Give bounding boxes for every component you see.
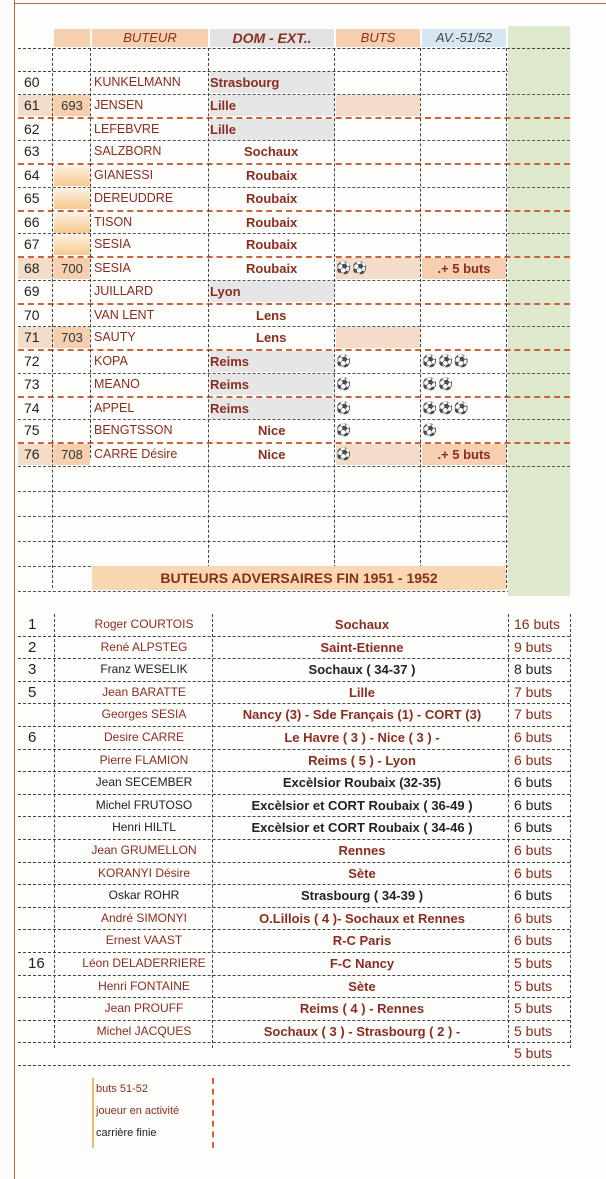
scorer-goals: 6 buts [514,909,553,926]
scorer-row [18,772,570,795]
row-goals-icons [336,72,420,93]
row-alt-number [54,305,90,326]
row-number: 63 [24,143,40,160]
table-row [18,420,570,444]
row-player-name: KUNKELMANN [94,75,181,89]
row-alt-number [54,351,90,372]
row-goals-icons [336,281,420,302]
col-divider [54,614,55,1048]
table-row [18,281,570,305]
row-number: 69 [24,282,40,299]
row-number: 71 [18,327,58,348]
scorer-row [18,614,570,637]
empty-row [18,492,570,517]
scorer-rank: 5 [28,683,37,701]
spacer-row [18,49,570,72]
row-town: Nice [258,423,286,439]
row-alt-number [54,420,90,441]
row-av-goals: .+ 5 buts [422,444,506,465]
scorer-club: Nancy (3) - Sde Français (1) - CORT (3) [242,707,482,723]
row-goals-icons: ⚽ [336,423,352,438]
row-goals-icons [336,305,420,326]
col-divider [420,48,421,588]
row-player-name: VAN LENT [94,307,155,322]
legend-retired: carrière finie [96,1127,157,1139]
scorer-row [18,840,570,863]
page-frame-top [14,3,606,4]
row-number: 60 [24,74,40,90]
scorer-row [18,1021,570,1044]
table-header [18,26,570,49]
scorer-club: Excèlsior Roubaix (32-35) [282,775,442,791]
table-row [18,95,570,119]
col-divider [334,48,335,588]
row-number: 62 [24,120,40,137]
col-divider [570,614,571,1048]
row-town: Strasbourg [210,72,334,93]
scorer-name: Henri HILTL [112,820,176,835]
scorer-goals: 6 buts [514,932,553,949]
row-alt-number [54,119,90,140]
scorer-club: O.Lillois ( 4 )- Sochaux et Rennes [259,910,465,926]
row-av-goals [422,95,506,116]
scorer-goals: 6 buts [514,864,553,881]
scorer-goals: 5 buts [514,1000,553,1017]
row-alt-number: 693 [54,95,90,116]
scorer-name: Jean GRUMELLON [91,842,197,857]
row-number: 64 [24,167,40,183]
scorer-club: Lille [348,684,375,700]
scorer-name: Henri FONTAINE [98,978,190,993]
scorer-name: Jean BARATTE [102,684,186,699]
table-row [18,188,570,212]
scorer-club: R-C Paris [332,933,392,949]
row-goals-icons [336,234,420,255]
row-goals-icons [336,165,420,186]
row-number: 72 [24,353,40,369]
scorer-name: André SIMONYI [100,910,188,925]
row-number: 76 [18,444,58,465]
table-row [18,327,570,351]
scorer-name: Michel FRUTOSO [95,797,193,812]
row-goals-icons [336,95,420,116]
scorer-row [18,863,570,886]
scorer-goals: 6 buts [514,728,553,745]
scorer-row [18,795,570,818]
row-number: 74 [24,399,40,416]
row-town: Roubaix [246,237,298,253]
row-av-goals [422,234,506,255]
row-goals-icons: ⚽ [336,354,352,368]
col-divider [52,48,53,588]
scorer-row [18,817,570,840]
table-row [18,165,570,188]
row-town: Roubaix [246,190,298,206]
row-alt-number: 700 [54,258,90,279]
row-alt-number [54,72,90,93]
row-town: Lens [256,330,287,346]
scorer-goals: 5 buts [514,1022,553,1039]
row-player-name: CARRE Désire [94,447,178,461]
row-player-name: DEREUDDRE [94,190,174,205]
table-row [18,374,570,398]
table-row [18,398,570,421]
col-divider [508,614,509,1048]
scorer-row [18,885,570,908]
legend [96,1078,179,1144]
legend-bar [92,1078,94,1148]
table-row [18,305,570,328]
scorer-name: Michel JACQUES [96,1023,192,1038]
row-alt-number [54,281,90,302]
scorer-rank: 2 [28,638,37,656]
scorer-rows [18,614,570,1066]
band-title: BUTEURS ADVERSAIRES FIN 1951 - 1952 [92,566,506,590]
table-row [18,119,570,142]
empty-row [18,542,570,567]
page-frame-left [14,0,15,1179]
upper-table [18,26,570,592]
row-player-name: BENGTSSON [94,423,173,438]
row-town: Sochaux [244,144,299,160]
row-goals-icons [336,212,420,233]
row-av-goals: ⚽⚽ [422,376,454,391]
scorer-name: Jean SECEMBER [95,775,193,790]
row-av-goals [422,165,506,186]
col-divider [506,48,507,588]
row-goals-icons: ⚽ [336,444,420,465]
scorer-club: Sète [348,865,376,881]
scorer-row [18,998,570,1021]
row-player-name: APPEL [94,400,135,415]
scorer-name: Jean PROUFF [104,1001,184,1016]
row-number: 67 [24,236,40,253]
scorer-rank: 3 [28,661,37,679]
row-player-name: MEANO [94,376,140,391]
row-alt-number [54,374,90,395]
scorer-goals: 6 buts [514,887,553,904]
header-buts: BUTS [336,29,420,47]
scorer-name: Roger COURTOIS [94,617,194,631]
legend-buts: buts 51-52 [96,1083,148,1095]
table-row [18,444,570,467]
row-number: 66 [24,213,40,230]
scorer-goals: 6 buts [514,841,553,858]
row-av-goals [422,119,506,140]
row-town: Lens [256,307,287,323]
row-player-name: GIANESSI [94,168,154,182]
scorer-name: KORANYI Désire [97,865,191,880]
row-player-name: LEFEBVRE [94,121,160,136]
row-goals-icons: ⚽⚽ [336,258,420,279]
row-player-name: JUILLARD [94,283,154,298]
scorer-name: Franz WESELIK [100,662,188,677]
row-town: Reims [210,351,334,372]
row-player-name: TISON [94,214,133,229]
scorer-goals: 6 buts [514,819,553,836]
table-row [18,351,570,374]
scorer-club: Strasbourg ( 34-39 ) [300,888,424,904]
row-av-goals: .+ 5 buts [422,258,506,279]
table-row [18,212,570,235]
scorer-club: Excèlsior et CORT Roubaix ( 36-49 ) [251,797,473,813]
scorer-club: Le Havre ( 3 ) - Nice ( 3 ) - [284,729,440,745]
scorer-row [18,704,570,727]
row-town: Nice [258,447,286,462]
row-av-goals [422,188,506,209]
row-town: Roubaix [246,214,298,230]
row-number: 61 [18,95,58,116]
header-dom-ext: DOM - EXT.. [210,29,334,47]
row-av-goals [422,281,506,302]
header-av: AV.-51/52 [422,29,506,47]
scorer-name: Georges SESIA [101,707,187,722]
table-row [18,141,570,165]
scorer-row [18,930,570,953]
scorer-row [18,637,570,660]
player-rows [18,72,570,467]
scorer-club: Sochaux ( 34-37 ) [308,662,416,678]
row-number: 65 [24,189,40,206]
row-town: Reims [210,374,334,395]
row-town: Lille [210,95,334,116]
header-alt-cell [54,29,90,47]
scorer-rank: 6 [28,728,37,746]
scorer-goals: 16 buts [514,616,560,632]
scorer-club: Sochaux ( 3 ) - Strasbourg ( 2 ) - [263,1023,461,1039]
col-divider [90,48,91,458]
scorer-name: Pierre FLAMION [99,752,189,767]
row-av-goals [422,141,506,162]
scorer-goals: 5 buts [514,977,553,994]
row-number: 75 [24,422,40,439]
scorer-rank: 16 [28,954,45,972]
scorer-name: Léon DELADERRIERE [82,955,206,970]
row-av-goals: ⚽ [422,423,438,438]
legend-divider [212,1078,214,1148]
scorer-club: Reims ( 4 ) - Rennes [299,1001,425,1017]
row-player-name: SAUTY [94,330,136,345]
row-town: Lille [210,119,334,140]
row-goals-icons [336,141,420,162]
scorer-row [18,682,570,705]
row-player-name: KOPA [94,354,128,368]
scorer-row [18,727,570,750]
scorer-club: Rennes [338,842,386,858]
scorer-goals: 6 buts [514,796,553,813]
row-av-goals [422,305,506,326]
row-player-name: SESIA [94,237,131,252]
table-row [18,258,570,281]
row-av-goals: ⚽⚽⚽ [422,354,470,368]
row-goals-icons: ⚽ [336,376,352,391]
row-player-name: JENSEN [94,97,144,112]
row-number: 70 [24,306,40,323]
row-av-goals [422,72,506,93]
row-alt-number: 708 [54,444,90,465]
row-goals-icons [336,188,420,209]
col-divider [208,48,209,588]
legend-active: joueur en activité [96,1105,180,1117]
row-number: 68 [18,258,58,279]
row-alt-number [54,398,90,419]
scorer-goals: 6 buts [514,751,553,768]
scorer-club: Sochaux [334,617,390,632]
scorer-row [18,953,570,976]
row-goals-icons [336,327,420,348]
scorer-goals: 5 buts [514,954,553,971]
scorer-goals: 7 buts [514,706,553,723]
scorer-name: Desire CARRE [103,729,184,744]
row-alt-number [54,188,90,209]
scorer-club: Saint-Etienne [320,639,404,655]
table-row [18,234,570,258]
scorer-row [18,750,570,773]
scorer-rank: 1 [28,616,37,633]
scorer-goals: 7 buts [514,683,553,700]
scorer-row [18,1043,570,1066]
empty-row [18,467,570,492]
row-player-name: SALZBORN [94,144,162,159]
row-player-name: SESIA [94,261,131,275]
scorer-row [18,659,570,682]
row-alt-number [54,212,90,233]
row-alt-number [54,165,90,186]
scorer-name: René ALPSTEG [100,639,188,654]
empty-row [18,517,570,542]
row-goals-icons: ⚽ [336,400,352,415]
row-av-goals [422,327,506,348]
scorer-name: Ernest VAAST [105,933,183,948]
row-av-goals: ⚽⚽⚽ [422,400,470,415]
row-number: 73 [24,375,40,392]
col-divider [212,614,213,1048]
scorer-goals: 6 buts [514,774,553,791]
scorer-goals: 8 buts [514,661,553,678]
scorer-row [18,908,570,931]
scorer-goals: 5 buts [514,1045,553,1062]
row-goals-icons [336,119,420,140]
row-alt-number [54,141,90,162]
scorer-club: Sète [348,978,376,994]
scorer-name: Oskar ROHR [108,888,180,903]
row-town: Lyon [210,281,334,302]
scorer-club: F-C Nancy [329,955,395,971]
row-town: Roubaix [246,168,298,183]
scorer-goals: 9 buts [514,638,553,655]
row-alt-number: 703 [54,327,90,348]
row-town: Roubaix [246,261,298,276]
scorer-club: Reims ( 5 ) - Lyon [308,752,416,768]
table-row [18,72,570,95]
row-alt-number [54,234,90,255]
row-av-goals [422,212,506,233]
scorers-table [18,614,570,1066]
row-town: Reims [210,398,334,419]
scorer-club: Excèlsior et CORT Roubaix ( 34-46 ) [251,820,473,836]
header-buteur: BUTEUR [92,29,208,47]
scorer-row [18,976,570,999]
